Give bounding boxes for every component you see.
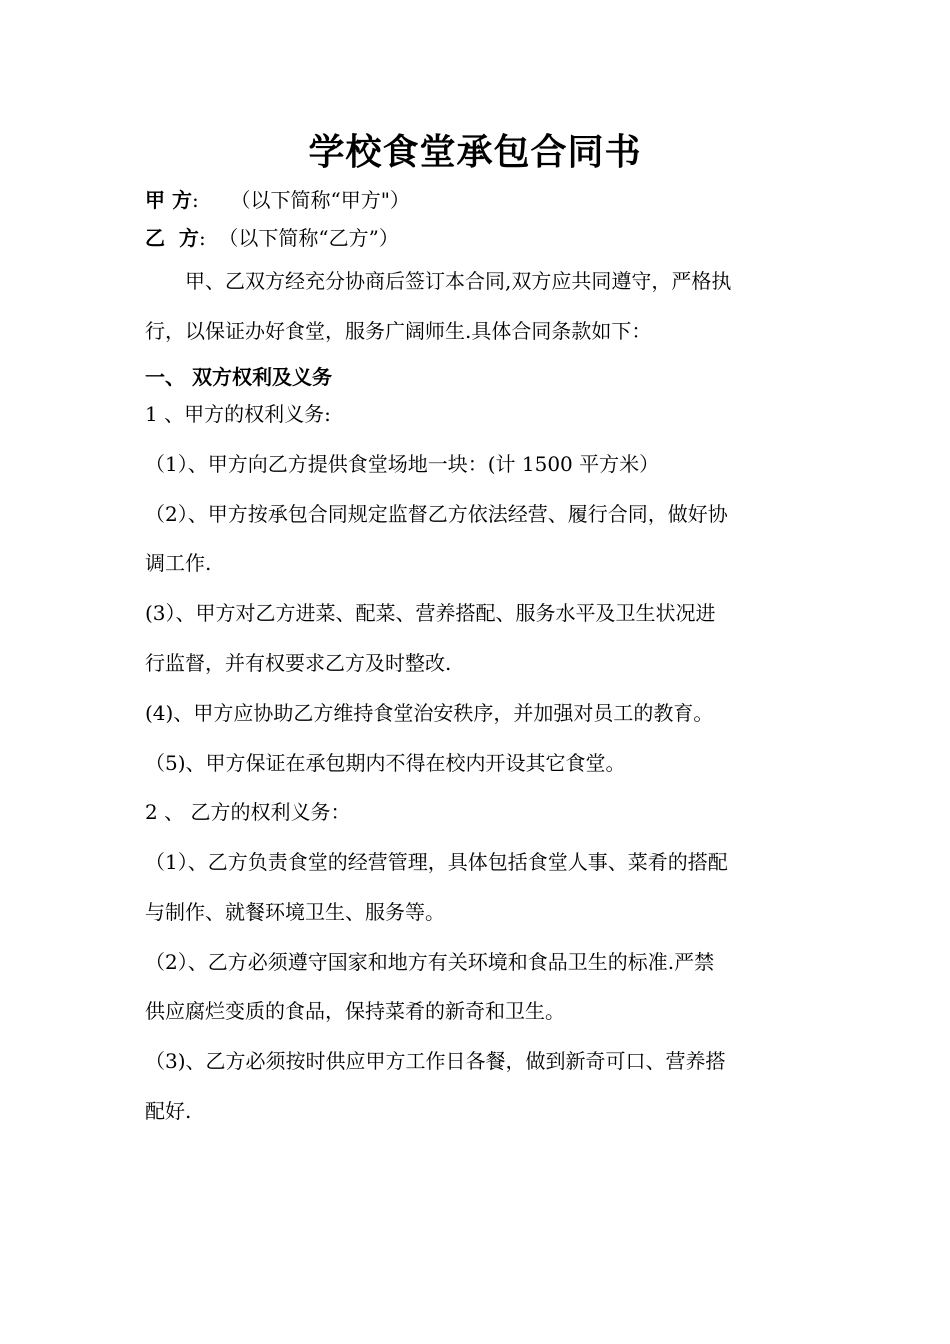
clause-b-3-line-2: 配好. [145,1099,192,1123]
party-b-obligations-heading: 2 、 乙方的权利义务： [145,800,351,824]
clause-b-1-line-2: 与制作、就餐环境卫生、服务等。 [145,900,445,924]
clause-a-2-line-2: 调工作. [145,551,212,575]
clause-a-4: (4)、甲方应协助乙方维持食堂治安秩序，并加强对员工的教育。 [145,701,714,725]
document-title: 学校食堂承包合同书 [308,131,642,173]
clause-b-2-line-1: （2）、乙方必须遵守国家和地方有关环境和食品卫生的标准.严禁 [145,950,715,974]
intro-line-2: 行，以保证办好食堂，服务广阔师生.具体合同条款如下： [145,319,652,343]
clause-a-1: （1）、甲方向乙方提供食堂场地一块：(计 1500 平方米） [145,452,660,476]
party-b-text: : （以下简称“乙方”） [198,226,399,250]
clause-a-5: （5)、甲方保证在承包期内不得在校内开设其它食堂。 [145,751,626,775]
clause-b-2-line-2: 供应腐烂变质的食品，保持菜肴的新奇和卫生。 [145,999,565,1023]
clause-a-2-line-1: （2）、甲方按承包合同规定监督乙方依法经营、履行合同，做好协 [145,502,728,526]
party-a-label: 甲 方 [145,188,192,212]
intro-line-1: 甲、乙双方经充分协商后签订本合同,双方应共同遵守，严格执 [145,269,732,293]
clause-b-1-line-1: （1）、乙方负责食堂的经营管理，具体包括食堂人事、菜肴的搭配 [145,850,728,874]
party-a-obligations-heading: 1 、甲方的权利义务: [145,402,331,426]
party-a-line [145,185,410,215]
section-heading-rights: 一、 双方权利及义务 [145,365,332,389]
clause-b-3-line-1: （3)、乙方必须按时供应甲方工作日各餐，做到新奇可口、营养搭 [145,1049,726,1073]
party-b-label: 乙 方 [145,226,199,250]
clause-a-3-line-2: 行监督，并有权要求乙方及时整改. [145,651,452,675]
party-b-line [145,223,399,253]
clause-a-3-line-1: (3）、甲方对乙方进菜、配菜、营养搭配、服务水平及卫生状况进 [145,601,716,625]
party-a-text: : （以下简称“甲方"） [191,188,410,212]
